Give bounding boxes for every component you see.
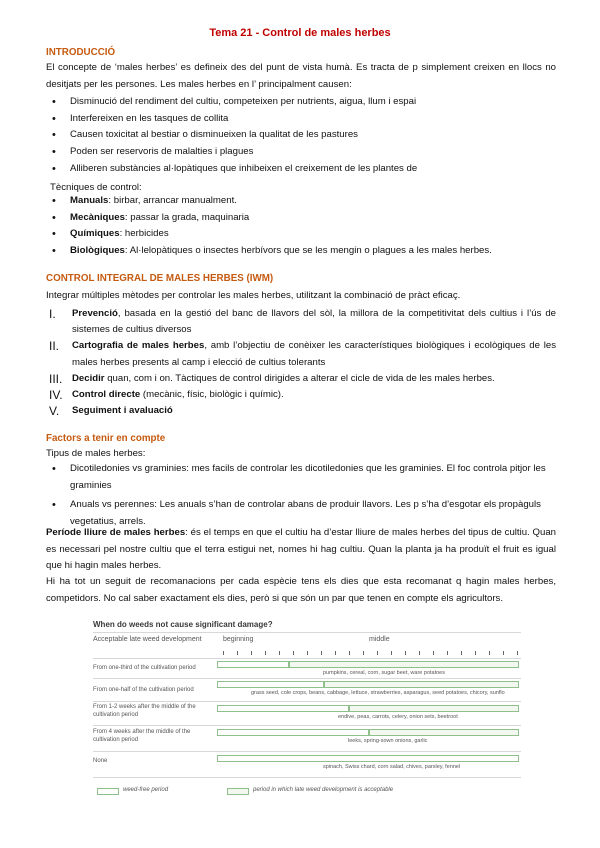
divider [93,678,521,679]
weed-free-bar [217,705,349,712]
weed-damage-figure [87,615,528,801]
axis-tick [335,651,336,655]
iwm-paragraph: Integrar múltiples mètodes per controlar les males herbes, utilitzant la combinació de pràct eficaç. [46,290,461,301]
technique-desc: herbicides [124,228,169,240]
factors-heading: Factors a tenir en compte [46,433,166,444]
effects-list [46,94,556,178]
axis-tick [475,651,476,655]
axis-tick [223,651,224,655]
technique-separator: : [124,211,131,223]
list-item: • Causen toxicitat al bestiar o disminueixen la qualitat de les pastures [46,127,556,144]
axis-tick [265,651,266,655]
item-term: Seguiment i avaluació [72,405,173,417]
types-list [46,461,556,531]
divider [93,701,521,702]
list-item [46,226,556,243]
technique-term: Biològiques [70,245,125,257]
recommend-paragraph: Hi ha tot un seguit de recomanacions per cada espècie tens els dies que esta recomanat q hagin males herbes, competidors. No cal saber exactament els dies, però si que són un par que tenen en compte els agricultors. [46,576,556,604]
axis-tick [461,651,462,655]
axis-tick [433,651,434,655]
weed-free-bar [217,681,324,688]
iwm-list [46,306,556,419]
item-number: IV. [49,388,63,403]
types-label: Tipus de males herbes: [46,448,146,459]
weed-free-bar [217,661,289,668]
period-paragraph [46,525,556,575]
item-number: III. [49,371,63,386]
iwm-heading: CONTROL INTEGRAL DE MALES HERBES (IWM) [46,273,274,284]
list-item: • Anuals vs perennes: Les anuals s’han de controlar abans de produir llavors. Les p s’ha d’esgotar els propàguls vegetatius, arrels. [46,497,556,530]
list-item [46,306,556,338]
late-weed-bar [369,729,519,736]
row-label: From one-half of the cultivation period [93,687,194,693]
item-desc: quan, com i on. Tàctiques de control dirigides a alterar el cicle de vida de les males herbes. [104,372,495,384]
axis-tick [349,651,350,655]
item-term: Decidir [72,372,105,384]
technique-desc: passar la grada, maquinaria [130,211,250,223]
row-crops: leeks, spring-sown onions, garlic [348,738,428,744]
axis-tick [377,651,378,655]
axis-label: Acceptable late weed development [93,636,202,643]
divider [93,777,521,778]
technique-desc: Al·lelopàtiques o insectes herbívors que se les mengin o plagues a les males herbes. [129,245,492,257]
axis-tick [237,651,238,655]
late-weed-bar [289,661,519,668]
axis-tick [293,651,294,655]
list-item [46,338,556,370]
row-label: None [93,758,108,764]
techniques-list [46,193,556,260]
late-weed-bar [324,681,519,688]
axis-mid: middle [369,636,390,643]
legend-weed-free: weed-free period [123,787,169,793]
list-item [46,193,556,210]
technique-separator: : [108,195,114,206]
technique-separator: : [124,245,130,257]
axis-tick [251,651,252,655]
item-number: I. [49,307,56,321]
period-desc: : és el temps en que el cultiu ha d’estar lliure de males herbes del tipus de cultiu. Quan es necessari pel nostre cultiu que el terra estigui net, nomes hi hag cultiu. Quan la planta ja ha produït el fruit es igual que hi hagin males herbes. [46,527,556,571]
list-item [46,403,556,419]
axis-tick [517,651,518,655]
list-item [46,210,556,227]
axis-start: beginning [223,636,254,643]
page-title: Tema 21 - Control de males herbes [209,27,391,39]
axis-tick [279,651,280,655]
row-crops: endive, peas, carrots, celery, onion sets, beetroot [338,714,458,720]
axis-tick [503,651,504,655]
row-label: From 4 weeks after the middle of the cultivation period [93,729,191,743]
item-number: V. [49,404,60,419]
item-desc: , amb l’objectiu de conèixer les característiques biològiques i ecològiques de les males herbes presents al camp i elecció de cultius tolerants [72,340,556,368]
axis-tick [391,651,392,655]
row-label: From 1-2 weeks after the middle of the cultivation period [93,704,196,718]
techniques-label: Tècniques de control: [50,182,142,193]
technique-term: Mecàniques [70,211,125,223]
divider [93,658,521,659]
axis-tick [405,651,406,655]
list-item: • Alliberen substàncies al·lopàtiques que inhibeixen el creixement de les plantes de [46,161,556,178]
axis-tick [489,651,490,655]
weed-free-bar [217,755,519,762]
item-term: Prevenció [72,308,118,319]
list-item [46,371,556,387]
divider [93,725,521,726]
item-term: Cartografia de males herbes [72,340,205,352]
divider [93,632,521,633]
row-crops: pumpkins, cereal, corn, sugar beet, ware potatoes [323,670,445,676]
item-number: II. [49,339,60,354]
axis-tick [363,651,364,655]
intro-heading: INTRODUCCIÓ [46,47,116,58]
axis-tick [447,651,448,655]
item-term: Control directe [72,389,141,401]
late-weed-bar [349,705,519,712]
row-crops: spinach, Swiss chard, corn salad, chives, parsley, fennel [323,764,461,770]
technique-desc: birbar, arrancar manualment. [113,195,237,206]
technique-term: Químiques [70,228,120,240]
item-desc: , basada en la gestió del banc de llavors del sòl, la millora de la competitivitat dels cultius i l’ús de sistemes de cultius diversos [72,308,556,336]
legend-weed-free-swatch [97,788,119,795]
item-desc: (mecànic, físic, biològic i químic). [140,389,284,401]
list-item: • Dicotiledonies vs graminies: mes facils de controlar les dicotiledonies que les graminies. El foc controla pitjor les graminies [46,461,556,494]
row-crops: grass seed, cole crops, beans, cabbage, lettuce, strawberries, asparagus, seed potatoes, chicory, sunflo [251,690,505,696]
divider [93,751,521,752]
axis-tick [307,651,308,655]
axis-tick [419,651,420,655]
list-item: • Poden ser reservoris de malalties i plagues [46,144,556,161]
legend-late-swatch [227,788,249,795]
technique-separator: : [119,228,125,240]
intro-paragraph: El concepte de ‘males herbes’ es defineix des del punt de vista humà. Es tracta de p simplement creixen en llocs no desitjats per les persones. Les males herbes en l’ principalment causen: [46,62,556,90]
list-item: • Interfereixen en les tasques de collita [46,111,556,128]
list-item: • Disminució del rendiment del cultiu, competeixen per nutrients, aigua, llum i espai [46,94,556,111]
period-term: Període lliure de males herbes [46,527,186,538]
technique-term: Manuals [70,195,109,206]
list-item [46,387,556,403]
weed-free-bar [217,729,369,736]
axis-tick [321,651,322,655]
legend-late: period in which late weed development is acceptable [253,787,394,793]
figure-title: When do weeds not cause significant damage? [93,620,273,629]
row-label: From one-third of the cultivation period [93,665,196,671]
list-item [46,243,556,260]
